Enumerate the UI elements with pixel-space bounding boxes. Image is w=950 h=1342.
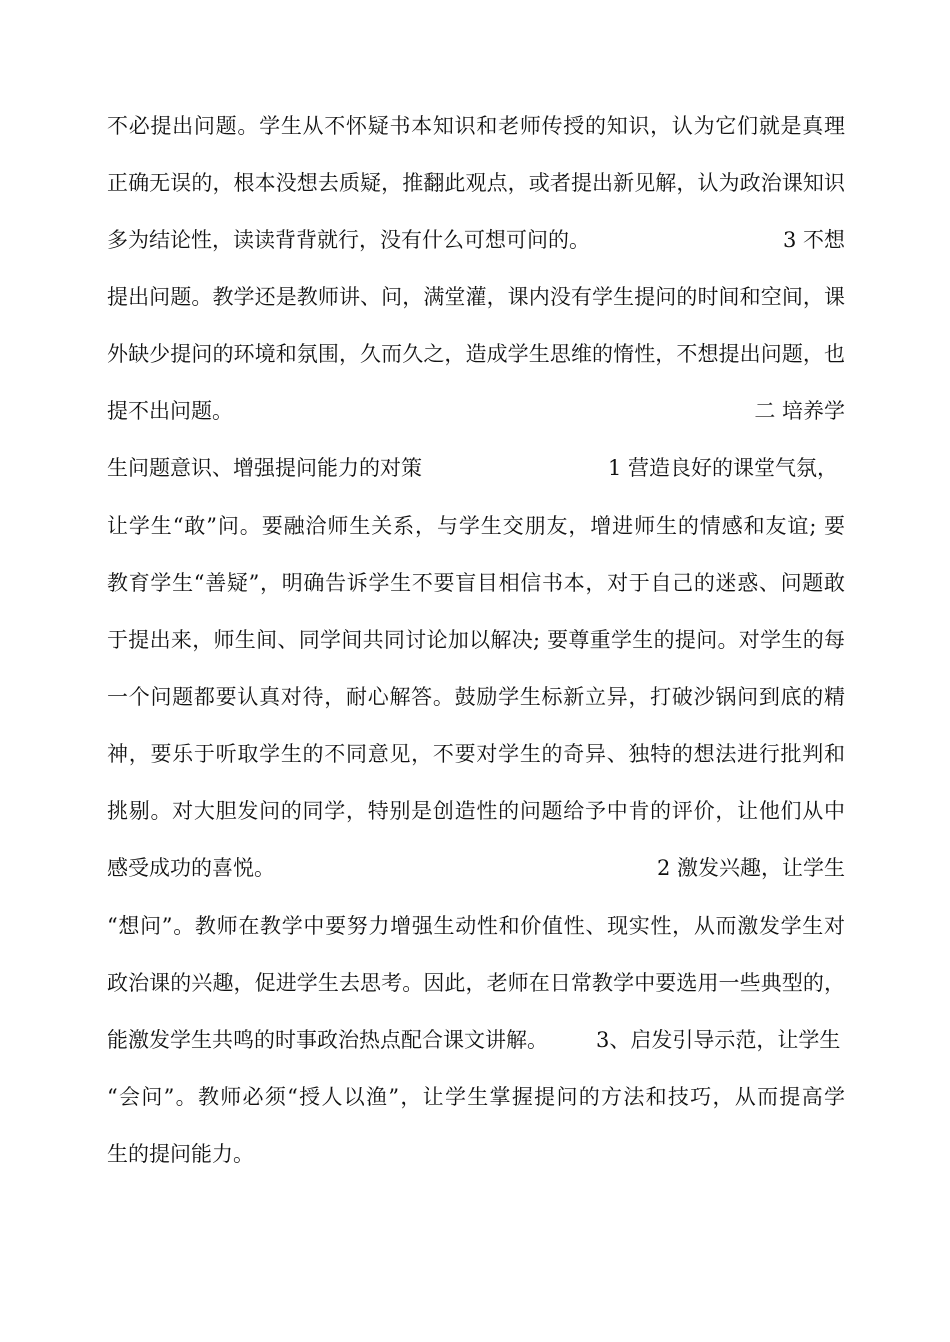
body-text-line: 不必提出问题。学生从不怀疑书本知识和老师传授的知识，认为它们就是真理 (107, 114, 845, 138)
numbered-point-start: 2 激发兴趣，让学生 (656, 856, 845, 880)
text-segment: 能激发学生共鸣的时事政治热点配合课文讲解。 (107, 1028, 548, 1052)
numbered-point-start: 3 不想 (782, 228, 845, 252)
text-segment: 提不出问题。 (107, 399, 233, 423)
numbered-point-start: 3、启发引导示范，让学生 (596, 1028, 841, 1052)
body-text-line: 正确无误的，根本没想去质疑，推翻此观点，或者提出新见解，认为政治课知识 (107, 171, 845, 195)
section-heading-end: 生问题意识、增强提问能力的对策 (107, 456, 422, 480)
body-text-line: 一个问题都要认真对待，耐心解答。鼓励学生标新立异，打破沙锅问到底的精 (107, 685, 845, 709)
body-text-line: 神，要乐于听取学生的不同意见，不要对学生的奇异、独特的想法进行批判和 (107, 742, 845, 766)
text-segment: 多为结论性，读读背背就行，没有什么可想可问的。 (107, 228, 590, 252)
numbered-point-start: 1 营造良好的课堂气氛， (608, 456, 839, 480)
body-text-line (107, 848, 845, 888)
body-text-line: 挑剔。对大胆发问的同学，特别是创造性的问题给予中肯的评价，让他们从中 (107, 799, 845, 823)
body-text-line: 提出问题。教学还是教师讲、问，满堂灌，课内没有学生提问的时间和空间，课 (107, 285, 845, 309)
body-text-line (107, 220, 845, 260)
body-text-line: 于提出来，师生间、同学间共同讨论加以解决; 要尊重学生的提问。对学生的每 (107, 628, 845, 652)
body-text-line (107, 448, 845, 488)
body-text-line: “会问”。教师必须“授人以渔”，让学生掌握提问的方法和技巧，从而提高学 (107, 1085, 845, 1109)
body-text-line: 政治课的兴趣，促进学生去思考。因此，老师在日常教学中要选用一些典型的， (107, 971, 845, 995)
body-text-line: “想问”。教师在教学中要努力增强生动性和价值性、现实性，从而激发学生对 (107, 914, 845, 938)
section-heading-start: 二 培养学 (754, 399, 845, 423)
body-text-line: 教育学生“善疑”，明确告诉学生不要盲目相信书本，对于自己的迷惑、问题敢 (107, 571, 845, 595)
body-text-line (107, 1020, 845, 1060)
body-text-line: 外缺少提问的环境和氛围，久而久之，造成学生思维的惰性，不想提出问题，也 (107, 342, 845, 366)
text-segment: 感受成功的喜悦。 (107, 856, 275, 880)
body-text-line: 让学生“敢”问。要融洽师生关系，与学生交朋友，增进师生的情感和友谊; 要 (107, 514, 845, 538)
body-text-line (107, 391, 845, 431)
body-text-line: 生的提问能力。 (107, 1142, 254, 1166)
